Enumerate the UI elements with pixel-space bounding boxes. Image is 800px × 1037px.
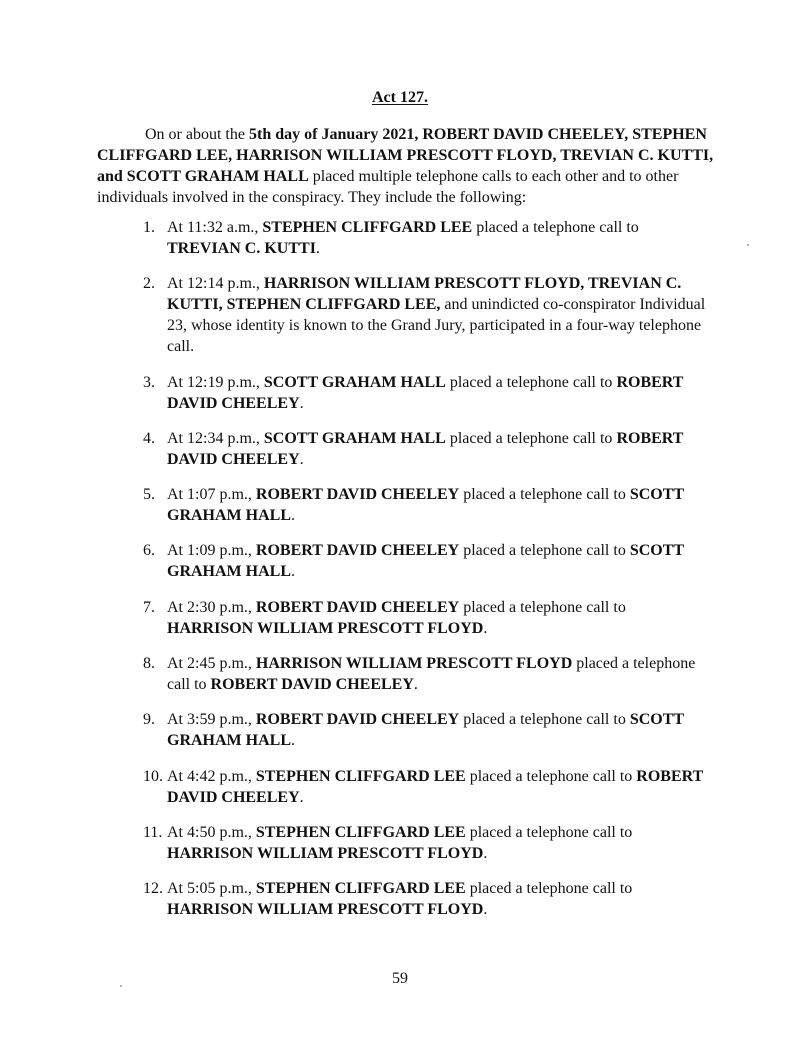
item-end: . bbox=[315, 240, 320, 257]
item-callee: ROBERT DAVID CHEELEY bbox=[167, 429, 684, 468]
item-time: At 4:42 p.m., bbox=[167, 767, 256, 785]
item-end: . bbox=[299, 394, 304, 412]
list-item bbox=[143, 217, 713, 259]
item-end: . bbox=[291, 507, 295, 525]
item-mid: placed a telephone call to bbox=[465, 823, 633, 841]
item-caller: HARRISON WILLIAM PRESCOTT FLOYD, TREVIAN C. KUTTI, STEPHEN CLIFFGARD LEE, bbox=[167, 275, 682, 314]
item-number: 9. bbox=[143, 711, 155, 729]
item-mid: placed a telephone call to bbox=[465, 880, 633, 898]
list-item bbox=[143, 766, 713, 808]
item-number: 4. bbox=[143, 429, 155, 447]
item-number: 8. bbox=[143, 655, 155, 673]
item-time: At 2:45 p.m., bbox=[167, 655, 256, 673]
list-item bbox=[143, 484, 713, 526]
item-callee: HARRISON WILLIAM PRESCOTT FLOYD bbox=[167, 619, 484, 637]
item-callee: TREVIAN C. KUTTI bbox=[167, 240, 316, 257]
item-end: . bbox=[299, 450, 304, 468]
item-end: . bbox=[291, 563, 295, 581]
item-time: At 1:07 p.m., bbox=[167, 486, 256, 504]
item-caller: ROBERT DAVID CHEELEY bbox=[255, 711, 460, 729]
item-callee: ROBERT DAVID CHEELEY bbox=[167, 373, 684, 412]
list-item bbox=[143, 822, 713, 864]
item-caller: STEPHEN CLIFFGARD LEE bbox=[255, 880, 466, 898]
item-time: At 11:32 a.m., bbox=[167, 219, 263, 236]
item-time: At 1:09 p.m., bbox=[167, 542, 256, 560]
item-time: At 12:19 p.m., bbox=[167, 373, 264, 391]
scan-speck bbox=[747, 244, 749, 246]
intro-date: 5th day of January 2021, bbox=[248, 126, 419, 143]
list-item bbox=[143, 273, 713, 357]
item-mid: placed a telephone call to bbox=[445, 373, 617, 391]
item-mid: placed a telephone call to bbox=[459, 486, 630, 504]
item-time: At 5:05 p.m., bbox=[167, 880, 256, 898]
item-end: . bbox=[483, 901, 488, 919]
item-callee: ROBERT DAVID CHEELEY bbox=[210, 676, 414, 694]
item-number: 5. bbox=[143, 486, 155, 504]
item-number: 2. bbox=[143, 275, 155, 293]
item-mid: placed a telephone call to bbox=[465, 767, 637, 785]
item-caller: ROBERT DAVID CHEELEY bbox=[255, 486, 460, 504]
item-caller: ROBERT DAVID CHEELEY bbox=[255, 542, 460, 560]
intro-paragraph bbox=[97, 124, 717, 208]
item-caller: SCOTT GRAHAM HALL bbox=[263, 429, 446, 447]
item-number: 1. bbox=[143, 219, 155, 236]
call-list bbox=[143, 217, 713, 935]
item-callee: SCOTT GRAHAM HALL bbox=[167, 711, 684, 750]
item-end: . bbox=[483, 844, 488, 862]
page-number: 59 bbox=[392, 970, 408, 987]
item-callee: ROBERT DAVID CHEELEY bbox=[167, 767, 704, 806]
item-end: . bbox=[483, 619, 488, 637]
intro-names: ROBERT DAVID CHEELEY, STEPHEN CLIFFGARD LEE, HARRISON WILLIAM PRESCOTT FLOYD, TREVIAN C. KUTTI, and SCOTT GRAHAM HALL bbox=[97, 126, 714, 185]
item-time: At 4:50 p.m., bbox=[167, 823, 256, 841]
item-end: . bbox=[291, 732, 295, 750]
intro-text-1: On or about the bbox=[145, 126, 249, 143]
item-mid: placed a telephone call to bbox=[459, 542, 630, 560]
item-caller: ROBERT DAVID CHEELEY bbox=[255, 598, 460, 616]
item-mid: placed a telephone call to bbox=[167, 655, 696, 694]
list-item bbox=[143, 878, 713, 920]
item-number: 12. bbox=[143, 880, 163, 898]
item-number: 11. bbox=[143, 823, 163, 841]
item-time: At 12:14 p.m., bbox=[167, 275, 264, 293]
item-caller: STEPHEN CLIFFGARD LEE bbox=[255, 823, 466, 841]
intro-text-3: placed multiple telephone calls to each other and to other individuals involved in the conspiracy. They include the following: bbox=[97, 168, 679, 206]
item-number: 7. bbox=[143, 598, 155, 616]
item-callee: SCOTT GRAHAM HALL bbox=[167, 542, 684, 581]
item-callee: SCOTT GRAHAM HALL bbox=[167, 486, 684, 525]
list-item bbox=[143, 540, 713, 582]
item-time: At 3:59 p.m., bbox=[167, 711, 256, 729]
list-item bbox=[143, 597, 713, 639]
item-mid: and unindicted co-conspirator Individual 23, whose identity is known to the Grand Jury, participated in a four-way telephone call. bbox=[167, 296, 706, 356]
item-number: 3. bbox=[143, 373, 155, 391]
list-item bbox=[143, 372, 713, 414]
item-time: At 12:34 p.m., bbox=[167, 429, 264, 447]
list-item bbox=[143, 428, 713, 470]
item-mid: placed a telephone call to bbox=[459, 711, 630, 729]
item-callee: HARRISON WILLIAM PRESCOTT FLOYD bbox=[167, 844, 484, 862]
item-mid: placed a telephone call to bbox=[459, 598, 626, 616]
item-number: 6. bbox=[143, 542, 155, 560]
item-caller: HARRISON WILLIAM PRESCOTT FLOYD bbox=[255, 655, 573, 673]
item-caller: SCOTT GRAHAM HALL bbox=[263, 373, 446, 391]
list-item bbox=[143, 653, 713, 695]
item-number: 10. bbox=[143, 767, 163, 785]
item-caller: STEPHEN CLIFFGARD LEE bbox=[255, 767, 466, 785]
act-heading: Act 127. bbox=[372, 89, 428, 106]
item-mid: placed a telephone call to bbox=[445, 429, 617, 447]
list-item bbox=[143, 709, 713, 751]
scan-speck bbox=[120, 985, 122, 987]
item-time: At 2:30 p.m., bbox=[167, 598, 256, 616]
item-end: . bbox=[413, 676, 418, 694]
item-callee: HARRISON WILLIAM PRESCOTT FLOYD bbox=[167, 901, 484, 919]
item-end: . bbox=[299, 788, 304, 806]
item-caller: STEPHEN CLIFFGARD LEE bbox=[262, 219, 473, 236]
item-mid: placed a telephone call to bbox=[472, 219, 639, 236]
